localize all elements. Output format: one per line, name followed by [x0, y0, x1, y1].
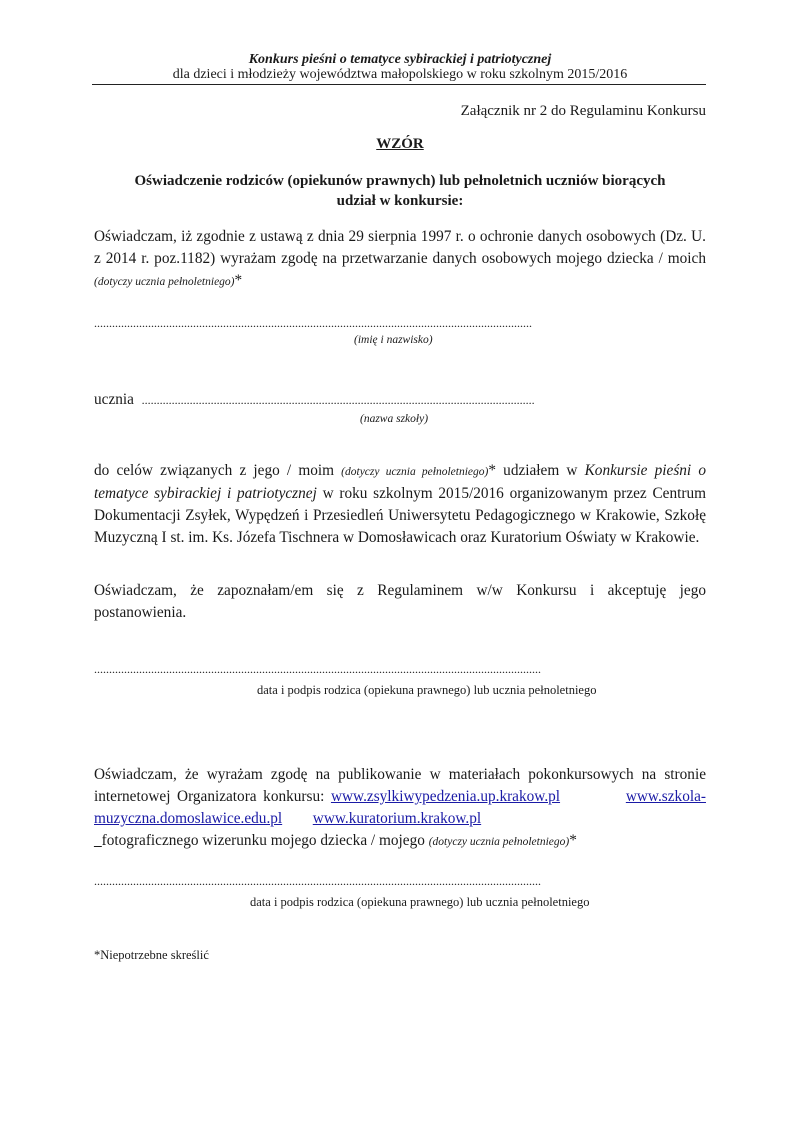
- paragraph1-text: Oświadczam, iż zgodnie z ustawą z dnia 29 sierpnia 1997 r. o ochronie danych osobowych (Dz. U. z 2014 r. poz.1182) wyrażam zgodę na przetwarzanie danych osobowych mojego dziecka / moich: [94, 228, 706, 267]
- name-field-caption: (imię i nazwisko): [354, 334, 433, 346]
- link-kuratorium[interactable]: www.kuratorium.krakow.pl: [312, 810, 482, 827]
- school-field-caption: (nazwa szkoły): [360, 413, 429, 425]
- asterisk: *: [234, 272, 243, 289]
- adult-student-note: (dotyczy ucznia pełnoletniego): [94, 276, 235, 288]
- participation-consent-paragraph: [94, 460, 706, 549]
- template-heading: WZÓR: [376, 136, 424, 152]
- image-publication-consent-paragraph: [94, 764, 706, 853]
- paragraph2-text-start: do celów związanych z jego / moim: [94, 462, 342, 479]
- paragraph2-text-end: w roku szkolnym 2015/2016 organizowanym przez Centrum Dokumentacji Zsyłek, Wypędzeń i Przesiedleń Uniwersytetu Pedagogicznego w Krakowie, Szkołę Muzyczną I st. im. Ks. Józefa Tischnera w Domosławicach oraz Kuratorium Oświaty w Krakowie.: [94, 485, 706, 546]
- annex-label: Załącznik nr 2 do Regulaminu Konkursu: [460, 103, 706, 119]
- signature-caption-1: data i podpis rodzica (opiekuna prawnego) lub ucznia pełnoletniego: [257, 683, 597, 697]
- declaration-title: [94, 171, 706, 211]
- underscore-mark: _: [94, 832, 102, 849]
- signature-caption-2: data i podpis rodzica (opiekuna prawnego) lub ucznia pełnoletniego: [250, 895, 590, 909]
- declaration-title-line2: udział w konkursie:: [336, 193, 464, 209]
- footnote: *Niepotrzebne skreślić: [94, 948, 209, 962]
- paragraph4-text: Oświadczam, że wyrażam zgodę na publikowanie w materiałach pokonkursowych na stronie internetowej Organizatora konkursu:: [94, 766, 706, 805]
- signature-line-2[interactable]: .....................................................................................................................................................: [94, 874, 541, 888]
- paragraph4-text-end: fotograficznego wizerunku mojego dziecka / mojego: [101, 832, 429, 849]
- link-szkola-muzyczna[interactable]: www.szkola-muzyczna.domoslawice.edu.pl: [94, 788, 706, 827]
- link-zsylkiwypedzenia[interactable]: www.zsylkiwypedzenia.up.krakow.pl: [330, 788, 561, 805]
- asterisk: *: [488, 462, 497, 479]
- contest-name: Konkursie pieśni o tematyce sybirackiej i patriotycznej: [94, 462, 706, 502]
- school-field-row: [94, 391, 535, 409]
- adult-student-note: (dotyczy ucznia pełnoletniego): [428, 836, 570, 848]
- paragraph2-text-middle: udziałem w: [496, 462, 585, 479]
- regulations-acceptance-paragraph: Oświadczam, że zapoznałam/em się z Regulaminem w/w Konkursu i akceptuję jego postanowienia.: [94, 582, 706, 621]
- declaration-title-line1: Oświadczenie rodziców (opiekunów prawnych) lub pełnoletnich uczniów biorących: [134, 173, 666, 189]
- name-field-line[interactable]: ..................................................................................................................................................: [94, 316, 532, 330]
- school-field-label: ucznia: [94, 391, 134, 408]
- consent-data-processing-paragraph: [94, 226, 706, 293]
- signature-line-1[interactable]: .....................................................................................................................................................: [94, 662, 541, 676]
- asterisk: *: [569, 832, 577, 849]
- school-field-line[interactable]: ...................................................................................................................................: [141, 393, 535, 407]
- header-divider: [92, 84, 706, 85]
- adult-student-note: (dotyczy ucznia pełnoletniego): [341, 466, 489, 478]
- header-subtitle: dla dzieci i młodzieży województwa małopolskiego w roku szkolnym 2015/2016: [172, 67, 628, 82]
- header-title: Konkurs pieśni o tematyce sybirackiej i patriotycznej: [248, 52, 552, 67]
